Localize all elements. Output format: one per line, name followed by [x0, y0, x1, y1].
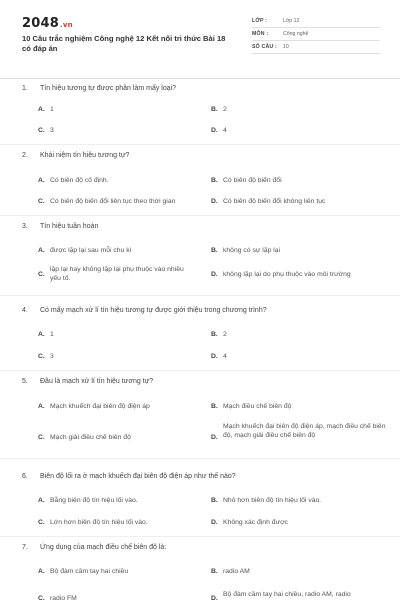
header-divider	[0, 78, 400, 79]
page-header	[0, 0, 400, 78]
question-separator	[0, 458, 400, 459]
question-stem: 7. Ứng dụng của mạch điều chế biên độ là:	[22, 544, 167, 551]
question-stem: 2. Khái niệm tín hiệu tương tự?	[22, 152, 130, 159]
meta-value: Công nghệ	[283, 31, 309, 37]
logo-suffix: .vn	[59, 21, 73, 29]
site-logo[interactable]	[22, 16, 73, 31]
document-title: 10 Câu trắc nghiệm Công nghệ 12 Kết nối tri thức Bài 18 có đáp án	[22, 34, 226, 53]
meta-label: SỐ CÂU :	[252, 44, 277, 50]
question-stem: 6. Biên độ lối ra ở mạch khuếch đại biên độ điện áp như thế nào?	[22, 473, 236, 480]
logo-brand: 2048	[22, 16, 59, 31]
meta-label: MÔN :	[252, 31, 269, 37]
question-separator	[0, 536, 400, 537]
meta-info	[252, 16, 380, 55]
question-stem: 5. Đâu là mạch xử lí tín hiệu tương tự?	[22, 378, 154, 385]
question-stem: 3. Tín hiệu tuần hoàn	[22, 223, 99, 230]
meta-label: LỚP :	[252, 18, 268, 24]
question-stem: 1. Tín hiệu tương tự được phân làm mấy loại?	[22, 85, 177, 92]
question-separator	[0, 215, 400, 216]
meta-row-count	[252, 42, 380, 54]
meta-value: 10	[283, 44, 289, 50]
meta-row-class	[252, 16, 380, 28]
meta-row-subject	[252, 29, 380, 41]
question-separator	[0, 370, 400, 371]
question-stem: 4. Có mấy mạch xử lí tín hiệu tương tự được giới thiệu trong chương trình?	[22, 307, 267, 314]
question-separator	[0, 295, 400, 296]
question-separator	[0, 144, 400, 145]
meta-value: Lớp 12	[283, 18, 300, 24]
